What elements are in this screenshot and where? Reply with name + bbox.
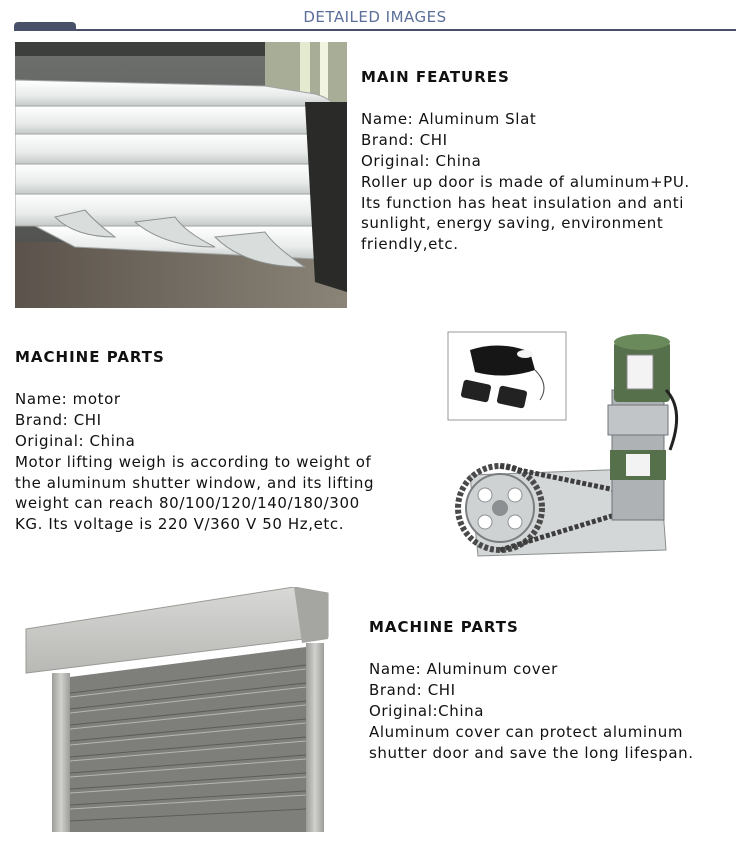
motor-origin: Original: China: [15, 431, 136, 450]
aluminum-slat-photo: [15, 42, 347, 308]
slat-origin: Original: China: [361, 151, 482, 170]
header-rule: [14, 29, 736, 31]
slat-brand: Brand: CHI: [361, 130, 448, 149]
slat-description-4: friendly,etc.: [361, 235, 459, 254]
motor-description-3: weight can reach 80/100/120/140/180/300: [15, 494, 360, 513]
slat-description-2: Its function has heat insulation and anti: [361, 193, 684, 212]
cover-name: Name: Aluminum cover: [369, 659, 558, 678]
motor-name: Name: motor: [15, 389, 121, 408]
cover-description-1: Aluminum cover can protect aluminum: [369, 722, 684, 741]
motor-description-2: the aluminum shutter window, and its lifting: [15, 473, 375, 492]
main-features-heading: MAIN FEATURES: [361, 68, 510, 86]
cover-origin: Original:China: [369, 701, 484, 720]
motor-parts-block: [15, 347, 374, 535]
cover-parts-heading: MACHINE PARTS: [369, 618, 519, 636]
page-title: DETAILED IMAGES: [303, 8, 447, 26]
aluminum-cover-photo: [24, 587, 332, 832]
main-features-block: [361, 67, 690, 255]
motor-description-4: KG. Its voltage is 220 V/360 V 50 Hz,etc.: [15, 515, 345, 534]
motor-photo: [430, 330, 695, 565]
cover-brand: Brand: CHI: [369, 680, 456, 699]
motor-parts-heading: MACHINE PARTS: [15, 348, 165, 366]
motor-brand: Brand: CHI: [15, 410, 102, 429]
motor-description-1: Motor lifting weigh is according to weight of: [15, 452, 372, 471]
slat-description-3: sunlight, energy saving, environment: [361, 214, 664, 233]
slat-name: Name: Aluminum Slat: [361, 109, 537, 128]
cover-description-2: shutter door and save the long lifespan.: [369, 743, 694, 762]
cover-parts-block: [369, 617, 694, 763]
slat-description-1: Roller up door is made of aluminum+PU.: [361, 172, 690, 191]
